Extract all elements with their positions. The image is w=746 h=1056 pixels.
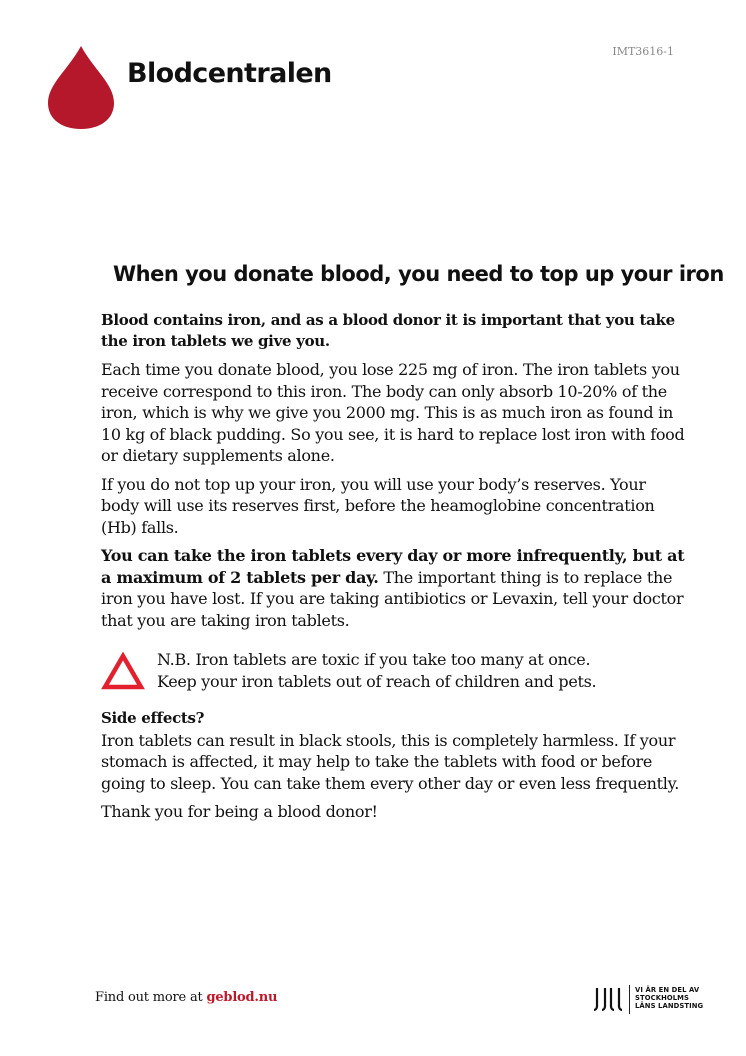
partner-line-2: STOCKHOLMS: [635, 994, 690, 1003]
brand-name: Blodcentralen: [127, 58, 332, 89]
reserves-paragraph: If you do not top up your iron, you will use your body’s reserves. Your body will use its reserves first, before the heamoglobine concentration (Hb) falls.: [101, 474, 655, 537]
iron-loss-paragraph: Each time you donate blood, you lose 225 mg of iron. The iron tablets you receive correspond to this iron. The body can only absorb 10-20% of the iron, which is why we give you 2000 mg. This is as much iron as found in 10 kg of black pudding. So you see, it is hard to replace lost iron with food or dietary supplements alone.: [101, 360, 685, 465]
dosage-details: The important thing is to replace the iron you have lost. If you are taking antibiotics or Levaxin, tell your doctor that you are taking iron tablets.: [101, 567, 684, 630]
geblod-link[interactable]: geblod.nu: [206, 990, 278, 1005]
intro-paragraph: Blood contains iron, and as a blood donor it is important that you take the iron tablets we give you.: [101, 311, 675, 350]
partner-line-3: LÄNS LANDSTING: [635, 1002, 704, 1011]
footer-info: [95, 990, 277, 1005]
footer-prefix: Find out more at: [95, 990, 207, 1005]
warning-triangle-icon: [101, 652, 145, 691]
side-effects-heading: Side effects?: [101, 709, 205, 727]
closing-message: Thank you for being a blood donor!: [101, 802, 378, 821]
main-content: [101, 310, 686, 830]
document-code: IMT3616-1: [612, 45, 674, 58]
stockholms-lans-landsting-logo-icon: [593, 986, 623, 1012]
side-effects-paragraph: Iron tablets can result in black stools, this is completely harmless. If your stomach is affected, it may help to take the tablets with food or before going to sleep. You can take them every other day or even less frequently.: [101, 730, 679, 793]
warning-notice: [101, 649, 686, 693]
blood-drop-logo-icon: [46, 44, 116, 130]
partner-divider: [629, 985, 630, 1014]
warning-line-1: N.B. Iron tablets are toxic if you take too many at once.: [157, 650, 591, 669]
warning-line-2: Keep your iron tablets out of reach of children and pets.: [157, 671, 597, 691]
page-title: When you donate blood, you need to top up your iron: [113, 262, 724, 287]
dosage-emphasis: You can take the iron tablets every day or more infrequently, but at a maximum of 2 tablets per day.: [101, 546, 685, 587]
partner-text: [635, 986, 703, 1011]
partner-line-1: VI ÄR EN DEL AV: [635, 986, 700, 994]
dosage-paragraph: [101, 545, 686, 631]
